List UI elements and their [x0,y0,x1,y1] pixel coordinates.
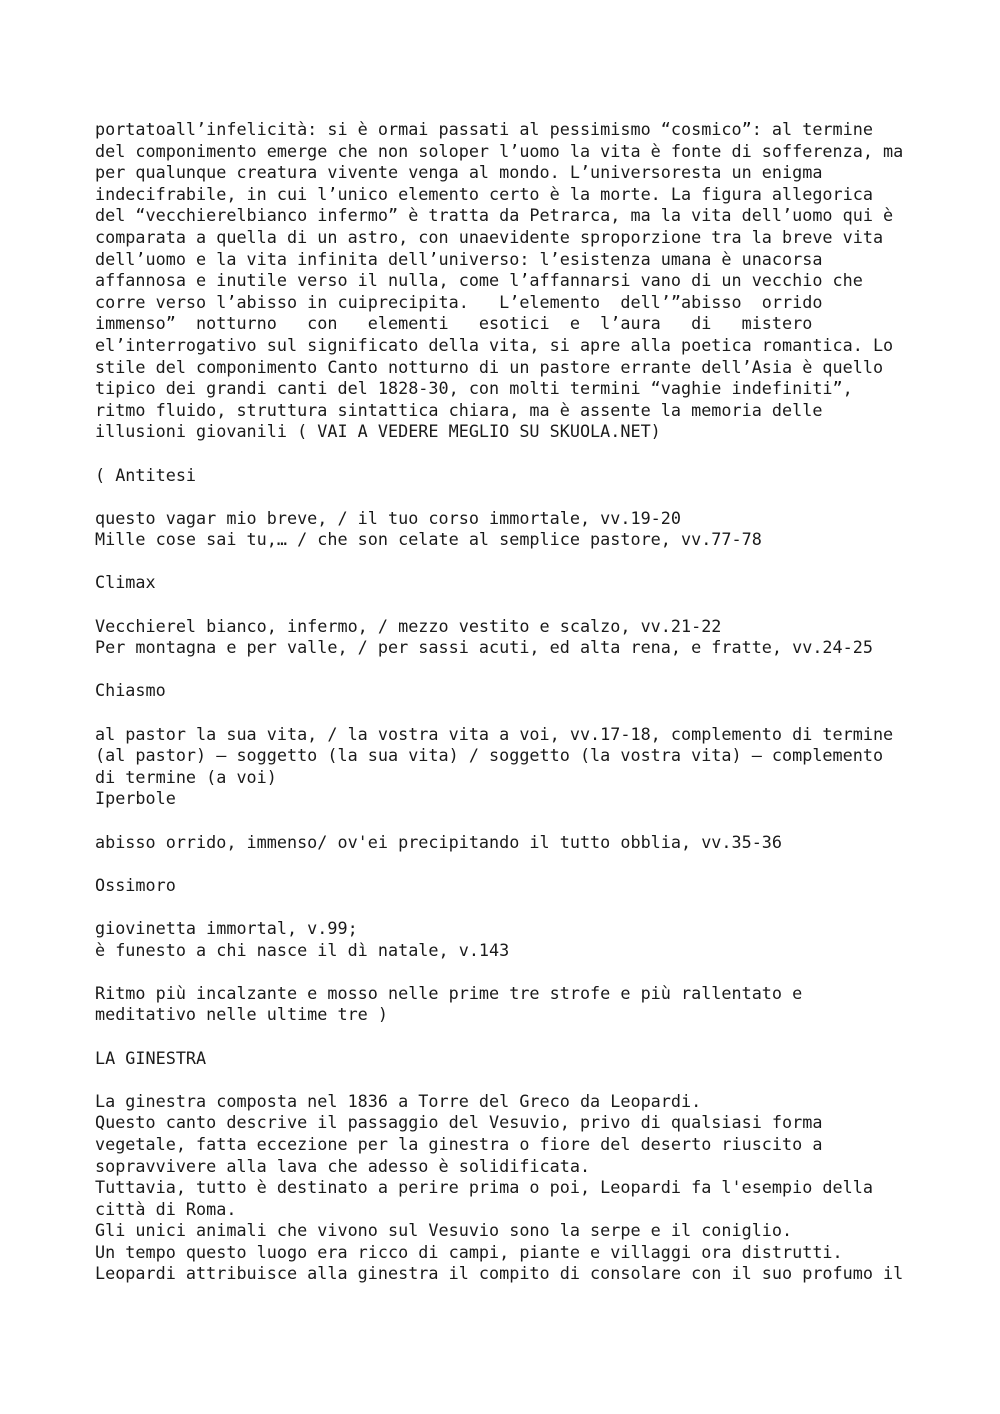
antitesi-heading: ( Antitesi [95,464,197,485]
intro-paragraph [95,119,915,443]
text-line: illusioni giovanili ( VAI A VEDERE MEGLIO SU SKUOLA.NET) [95,421,661,442]
text-line: portatoall’infelicità: si è ormai passati al pessimismo “cosmico”: al termine [95,119,873,139]
climax-heading: Climax [95,572,156,593]
blank-line [95,551,915,573]
text-line: tipico dei grandi canti del 1828-30, con molti termini “vaghie indefiniti”, [95,378,853,399]
ginestra-line: Questo canto descrive il passaggio del Vesuvio, privo di qualsiasi forma [95,1112,823,1133]
blank-line [95,594,915,616]
blank-line [95,853,915,875]
blank-line [95,1026,915,1048]
text-line: el’interrogativo sul significato della vita, si apre alla poetica romantica. Lo [95,334,894,355]
blank-line [95,486,915,508]
ginestra-line: città di Roma. [95,1198,237,1219]
ginestra-line: Leopardi attribuisce alla ginestra il compito di consolare con il suo profumo il [95,1263,904,1284]
ginestra-line: vegetale, fatta eccezione per la ginestra o fiore del deserto riuscito a [95,1133,823,1154]
text-line: corre verso l’abisso in cuiprecipita. L’elemento dell’”abisso orrido [95,291,823,312]
iperbole-heading: Iperbole [95,788,176,809]
text-line: immenso” notturno con elementi esotici e l’aura di mistero [95,313,813,334]
blank-line [95,961,915,983]
climax-example: Per montagna e per valle, / per sassi acuti, ed alta rena, e fratte, vv.24-25 [95,637,873,658]
text-line: affannosa e inutile verso il nulla, come l’affannarsi vano di un vecchio che [95,270,863,291]
chiasmo-example: di termine (a voi) [95,766,277,787]
ginestra-line: Gli unici animali che vivono sul Vesuvio sono la serpe e il coniglio. [95,1220,793,1241]
ginestra-line: La ginestra composta nel 1836 a Torre del Greco da Leopardi. [95,1090,702,1111]
iperbole-example: abisso orrido, immenso/ ov'ei precipitando il tutto obblia, vv.35-36 [95,831,783,852]
blank-line [95,896,915,918]
text-line: ritmo fluido, struttura sintattica chiara, ma è assente la memoria delle [95,399,823,420]
text-line: comparata a quella di un astro, con unaevidente sproporzione tra la breve vita [95,226,884,247]
blank-line [95,659,915,681]
chiasmo-example: al pastor la sua vita, / la vostra vita a voi, vv.17-18, complemento di termine [95,723,894,744]
text-line: stile del componimento Canto notturno di un pastore errante dell’Asia è quello [95,356,884,377]
ritmo-note: meditativo nelle ultime tre ) [95,1004,388,1025]
text-line: indecifrabile, in cui l’unico elemento certo è la morte. La figura allegorica [95,183,873,204]
blank-line [95,810,915,832]
document-body [95,119,915,1285]
ossimoro-heading: Ossimoro [95,874,176,895]
chiasmo-heading: Chiasmo [95,680,166,701]
ritmo-note: Ritmo più incalzante e mosso nelle prime tre strofe e più rallentato e [95,982,803,1003]
ginestra-line: sopravvivere alla lava che adesso è solidificata. [95,1155,591,1176]
ginestra-heading: LA GINESTRA [95,1047,207,1068]
blank-line [95,443,915,465]
ossimoro-example: è funesto a chi nasce il dì natale, v.143 [95,939,510,960]
ginestra-line: Un tempo questo luogo era ricco di campi, piante e villaggi ora distrutti. [95,1241,843,1262]
ossimoro-example: giovinetta immortal, v.99; [95,917,358,938]
climax-example: Vecchierel bianco, infermo, / mezzo vestito e scalzo, vv.21-22 [95,615,722,636]
antitesi-example: Mille cose sai tu,… / che son celate al semplice pastore, vv.77-78 [95,529,762,550]
ginestra-line: Tuttavia, tutto è destinato a perire prima o poi, Leopardi fa l'esempio della [95,1177,873,1198]
text-line: del “vecchierelbianco infermo” è tratta da Petrarca, ma la vita dell’uomo qui è [95,205,894,226]
blank-line [95,1069,915,1091]
text-line: del componimento emerge che non soloper l’uomo la vita è fonte di sofferenza, ma [95,140,904,161]
antitesi-example: questo vagar mio breve, / il tuo corso immortale, vv.19-20 [95,507,681,528]
blank-line [95,702,915,724]
text-line: dell’uomo e la vita infinita dell’universo: l’esistenza umana è unacorsa [95,248,823,269]
text-line: per qualunque creatura vivente venga al mondo. L’universoresta un enigma [95,162,823,183]
chiasmo-example: (al pastor) – soggetto (la sua vita) / soggetto (la vostra vita) – complemento [95,745,884,766]
